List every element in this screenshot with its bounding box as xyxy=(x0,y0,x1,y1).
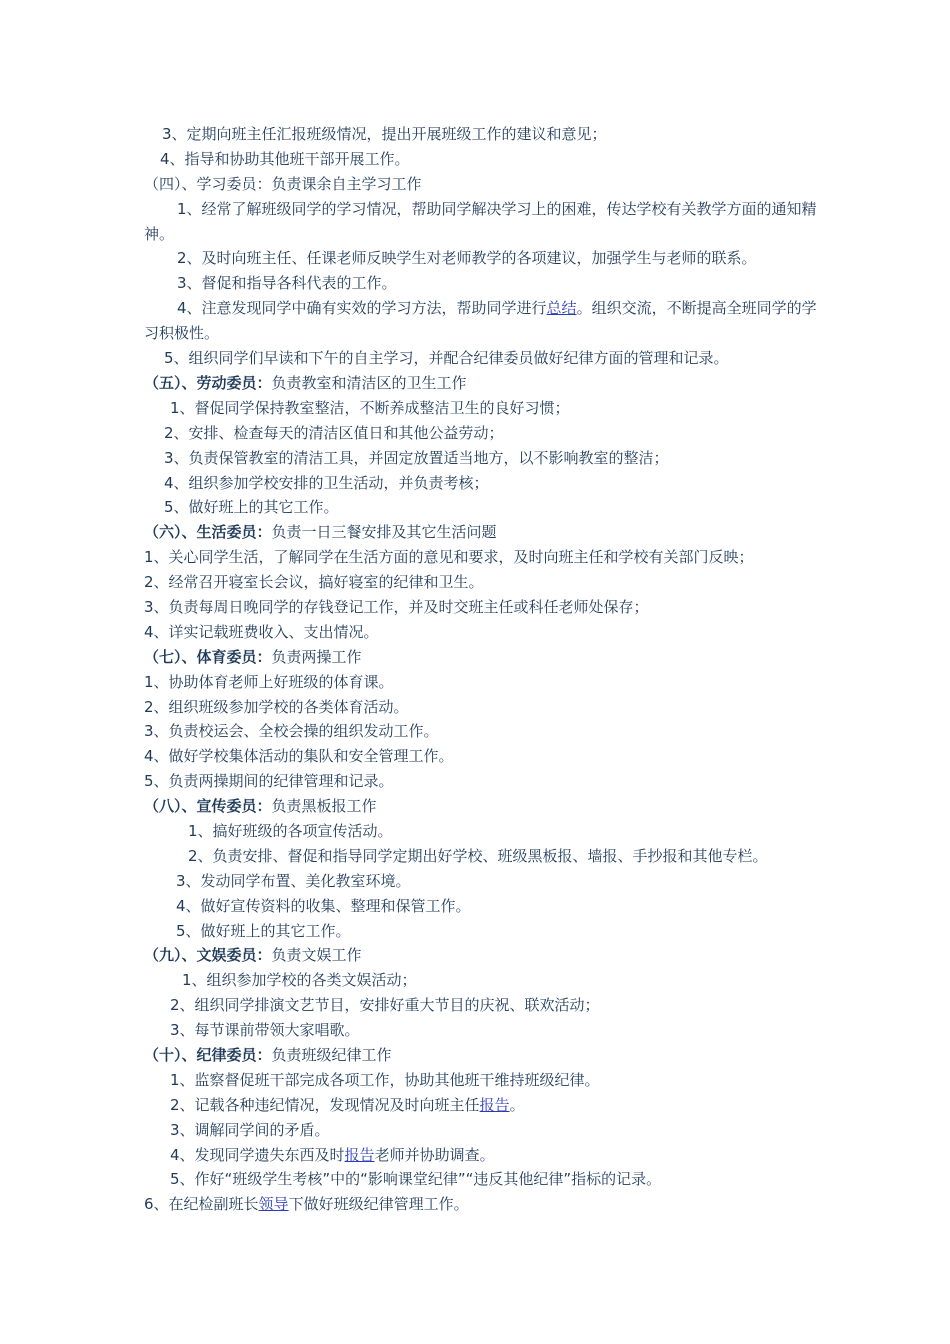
text-line xyxy=(144,1018,824,1043)
text-span: 6、在纪检副班长 xyxy=(144,1195,259,1214)
text-span: 负责教室和清洁区的卫生工作 xyxy=(271,373,467,392)
text-line xyxy=(144,1043,824,1068)
text-line xyxy=(144,844,824,869)
text-span: 4、详实记载班费收入、支出情况。 xyxy=(144,622,379,641)
text-line xyxy=(144,122,824,147)
text-span: 4、注意发现同学中确有实效的学习方法，帮助同学进行 xyxy=(177,299,547,318)
text-line xyxy=(144,1093,824,1118)
section-heading: （八）、宣传委员： xyxy=(144,797,272,816)
text-line xyxy=(144,396,824,421)
text-span: 1、监察督促班干部完成各项工作，协助其他班干维持班级纪律。 xyxy=(170,1070,600,1089)
text-span: 老师并协助调查。 xyxy=(374,1145,495,1164)
text-span: 2、负责安排、督促和指导同学定期出好学校、班级黑板报、墙报、手抄报和其他专栏。 xyxy=(188,846,768,865)
text-line xyxy=(144,769,824,794)
text-line xyxy=(144,520,824,545)
text-span: 2、安排、检查每天的清洁区值日和其他公益劳动； xyxy=(164,423,504,442)
text-span: 3、督促和指导各科代表的工作。 xyxy=(177,274,397,293)
text-span: 1、督促同学保持教室整洁，不断养成整洁卫生的良好习惯； xyxy=(170,398,570,417)
text-span: 2、记载各种违纪情况，发现情况及时向班主任 xyxy=(170,1095,480,1114)
text-line xyxy=(144,1192,824,1217)
text-span: 1、关心同学生活，了解同学在生活方面的意见和要求，及时向班主任和学校有关部门反映； xyxy=(144,548,754,567)
text-line xyxy=(144,819,824,844)
text-line xyxy=(144,1118,824,1143)
text-line xyxy=(144,147,824,172)
text-span: 1、搞好班级的各项宣传活动。 xyxy=(188,822,393,840)
text-span: 3、负责保管教室的清洁工具，并固定放置适当地方，以不影响教室的整洁； xyxy=(164,448,669,467)
text-line xyxy=(144,421,824,446)
text-span: 4、组织参加学校安排的卫生活动，并负责考核； xyxy=(164,473,489,492)
text-line xyxy=(144,197,824,247)
text-span: 负责班级纪律工作 xyxy=(271,1046,392,1065)
text-line xyxy=(144,1068,824,1093)
text-line xyxy=(144,968,824,993)
text-span: 4、指导和协助其他班干部开展工作。 xyxy=(160,149,410,168)
document-body xyxy=(144,122,824,1217)
text-span: 4、做好宣传资料的收集、整理和保管工作。 xyxy=(176,896,471,915)
text-span: 3、负责每周日晚同学的存钱登记工作，并及时交班主任或科任老师处保存； xyxy=(144,597,649,616)
text-line xyxy=(144,894,824,919)
text-span: 2、组织同学排演文艺节目，安排好重大节目的庆祝、联欢活动； xyxy=(170,996,600,1015)
text-span: 2、组织班级参加学校的各类体育活动。 xyxy=(144,697,409,716)
text-span: 3、发动同学布置、美化教室环境。 xyxy=(176,871,411,890)
text-span: 3、负责校运会、全校会操的组织发动工作。 xyxy=(144,722,439,741)
text-span: 2、经常召开寝室长会议，搞好寝室的纪律和卫生。 xyxy=(144,573,484,592)
text-span: 下做好班级纪律管理工作。 xyxy=(288,1195,469,1214)
text-line xyxy=(144,495,824,520)
text-span: 3、调解同学间的矛盾。 xyxy=(170,1120,330,1139)
text-span: 。组织交流，不断提高全班同学的学习积极性。 xyxy=(144,299,817,343)
text-span: 5、负责两操期间的纪律管理和记录。 xyxy=(144,772,394,791)
text-span: 5、组织同学们早读和下午的自主学习，并配合纪律委员做好纪律方面的管理和记录。 xyxy=(164,349,729,368)
text-line xyxy=(144,346,824,371)
text-line xyxy=(144,246,824,271)
text-span: 负责文娱工作 xyxy=(271,946,362,965)
text-line xyxy=(144,919,824,944)
text-line xyxy=(144,744,824,769)
hyperlink[interactable]: 报告 xyxy=(344,1145,375,1164)
text-span: 负责黑板报工作 xyxy=(271,797,377,816)
text-span: 负责两操工作 xyxy=(271,647,362,666)
text-line xyxy=(144,371,824,396)
text-line xyxy=(144,545,824,570)
text-line xyxy=(144,1143,824,1168)
text-span: 1、协助体育老师上好班级的体育课。 xyxy=(144,672,394,691)
text-line xyxy=(144,794,824,819)
text-span: 5、做好班上的其它工作。 xyxy=(164,498,339,517)
text-span: 5、做好班上的其它工作。 xyxy=(176,921,351,940)
text-span: 1、经常了解班级同学的学习情况，帮助同学解决学习上的困难，传达学校有关教学方面的通知精神。 xyxy=(144,199,817,243)
text-span: 5、作好“班级学生考核”中的“影响课堂纪律”“违反其他纪律”指标的记录。 xyxy=(170,1170,662,1189)
text-line xyxy=(144,670,824,695)
text-line xyxy=(144,471,824,496)
text-line xyxy=(144,719,824,744)
text-line xyxy=(144,172,824,197)
text-line xyxy=(144,943,824,968)
section-heading: （六）、生活委员： xyxy=(144,523,272,542)
section-heading: （九）、文娱委员： xyxy=(144,946,272,965)
text-line xyxy=(144,296,824,346)
hyperlink[interactable]: 总结 xyxy=(546,299,577,318)
text-line xyxy=(144,271,824,296)
hyperlink[interactable]: 领导 xyxy=(258,1195,289,1214)
section-heading: （五）、劳动委员： xyxy=(144,373,272,392)
text-line xyxy=(144,620,824,645)
text-line xyxy=(144,570,824,595)
text-span: 3、每节课前带领大家唱歌。 xyxy=(170,1021,360,1040)
text-span: 。 xyxy=(509,1095,525,1114)
text-span: 2、及时向班主任、任课老师反映学生对老师教学的各项建议，加强学生与老师的联系。 xyxy=(177,249,757,268)
text-span: 4、做好学校集体活动的集队和安全管理工作。 xyxy=(144,747,454,766)
text-line xyxy=(144,993,824,1018)
text-span: （四）、学习委员：负责课余自主学习工作 xyxy=(144,174,422,193)
text-line xyxy=(144,595,824,620)
text-span: 1、组织参加学校的各类文娱活动； xyxy=(182,971,417,990)
text-line xyxy=(144,1167,824,1192)
section-heading: （十）、纪律委员： xyxy=(144,1046,272,1065)
text-line xyxy=(144,869,824,894)
section-heading: （七）、体育委员： xyxy=(144,647,272,666)
text-line xyxy=(144,645,824,670)
text-line xyxy=(144,695,824,720)
text-line xyxy=(144,446,824,471)
text-span: 负责一日三餐安排及其它生活问题 xyxy=(271,523,497,542)
hyperlink[interactable]: 报告 xyxy=(479,1095,510,1114)
text-span: 4、发现同学遗失东西及时 xyxy=(170,1145,345,1164)
text-span: 3、定期向班主任汇报班级情况，提出开展班级工作的建议和意见； xyxy=(162,125,607,143)
